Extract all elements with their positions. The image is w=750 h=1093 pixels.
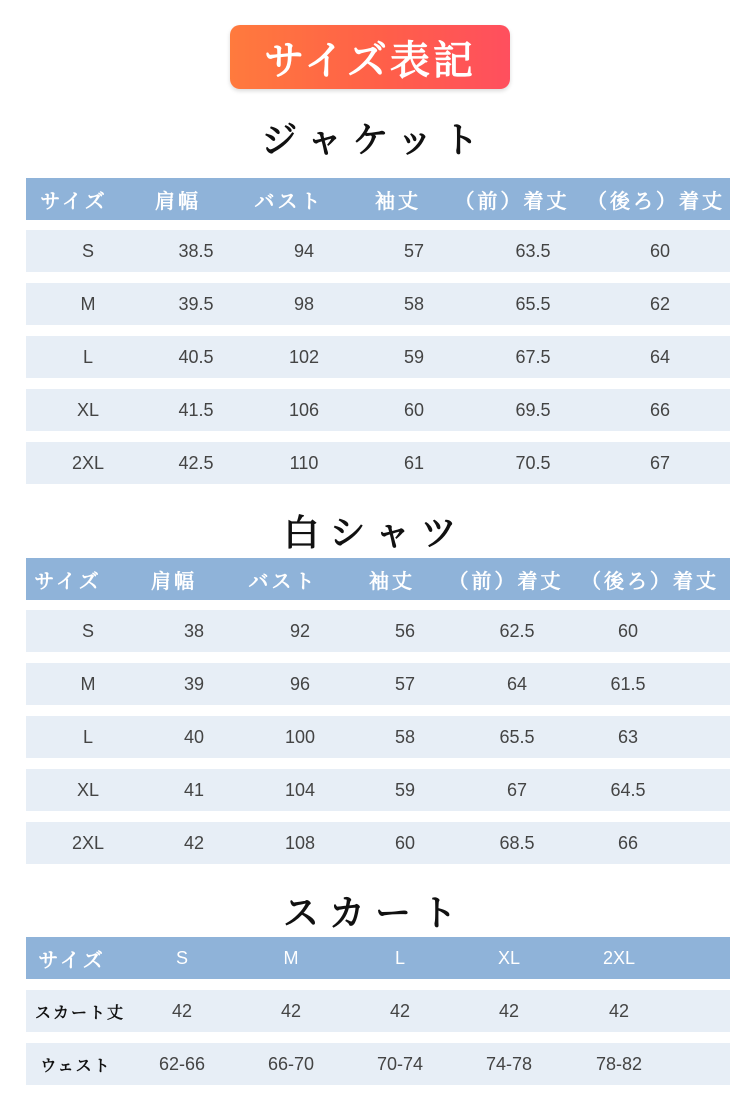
size-cell: XL — [76, 399, 100, 420]
size-cell: M — [80, 293, 96, 314]
table-row — [26, 822, 730, 864]
shoulder-cell: 41 — [183, 779, 205, 800]
size-cell: S — [81, 620, 95, 641]
bust-cell: 104 — [284, 779, 316, 800]
back-length-cell: 60 — [649, 240, 671, 261]
size-cell: 2XL — [71, 452, 105, 473]
shirt-header-row — [26, 558, 730, 600]
header-shoulder: 肩幅 — [151, 568, 197, 593]
front-length-cell: 65.5 — [515, 293, 551, 314]
back-length-cell: 62 — [649, 293, 671, 314]
shoulder-cell: 39.5 — [178, 293, 214, 314]
shoulder-cell: 38.5 — [178, 240, 214, 261]
sleeve-cell: 61 — [403, 452, 425, 473]
table-row — [26, 663, 730, 705]
header-bust: バスト — [254, 188, 324, 213]
sleeve-cell: 56 — [394, 620, 416, 641]
waist-m: 66-70 — [267, 1053, 315, 1074]
bust-cell: 100 — [284, 726, 316, 747]
table-row — [26, 389, 730, 431]
back-length-cell: 67 — [649, 452, 671, 473]
front-length-cell: 65.5 — [499, 726, 535, 747]
shoulder-cell: 42.5 — [178, 452, 214, 473]
size-chart-banner: サイズ表記 — [230, 25, 510, 89]
bust-cell: 106 — [288, 399, 320, 420]
table-row — [26, 769, 730, 811]
back-length-cell: 64 — [649, 346, 671, 367]
header-size: サイズ — [40, 188, 108, 213]
table-row — [26, 336, 730, 378]
front-length-cell: 70.5 — [515, 452, 551, 473]
front-length-cell: 63.5 — [515, 240, 551, 261]
shoulder-cell: 42 — [183, 832, 205, 853]
shoulder-cell: 40 — [183, 726, 205, 747]
sleeve-cell: 60 — [403, 399, 425, 420]
header-size-xl: XL — [497, 947, 521, 968]
shoulder-cell: 39 — [183, 673, 205, 694]
header-sleeve: 袖丈 — [369, 568, 415, 593]
skirt-header-row — [26, 937, 730, 979]
sleeve-cell: 57 — [403, 240, 425, 261]
size-cell: L — [82, 346, 94, 367]
sleeve-cell: 60 — [394, 832, 416, 853]
jacket-title: ジャケット — [261, 120, 489, 161]
back-length-cell: 60 — [617, 620, 639, 641]
size-cell: XL — [76, 779, 100, 800]
table-row — [26, 442, 730, 484]
header-size-2xl: 2XL — [602, 947, 636, 968]
bust-cell: 108 — [284, 832, 316, 853]
skirt-length-xl: 42 — [498, 1000, 520, 1021]
bust-cell: 110 — [289, 452, 319, 473]
table-row — [26, 230, 730, 272]
sleeve-cell: 59 — [403, 346, 425, 367]
table-row — [26, 1043, 730, 1085]
shoulder-cell: 41.5 — [178, 399, 214, 420]
sleeve-cell: 58 — [394, 726, 416, 747]
bust-cell: 94 — [293, 240, 315, 261]
skirt-length-l: 42 — [389, 1000, 411, 1021]
header-bust: バスト — [248, 568, 318, 593]
size-cell: 2XL — [71, 832, 105, 853]
table-row — [26, 610, 730, 652]
skirt-length-label: スカート丈 — [34, 1002, 126, 1022]
skirt-length-s: 42 — [171, 1000, 193, 1021]
shoulder-cell: 40.5 — [178, 346, 214, 367]
back-length-cell: 64.5 — [610, 779, 646, 800]
header-back-length: （後ろ）着丈 — [581, 568, 719, 593]
header-size: サイズ — [34, 568, 102, 593]
front-length-cell: 64 — [506, 673, 528, 694]
waist-xl: 74-78 — [485, 1053, 533, 1074]
waist-label: ウェスト — [40, 1055, 112, 1075]
bust-cell: 96 — [289, 673, 311, 694]
header-size-s: S — [175, 947, 189, 968]
header-size: サイズ — [38, 947, 106, 972]
sleeve-cell: 59 — [394, 779, 416, 800]
table-row — [26, 283, 730, 325]
header-size-l: L — [394, 947, 406, 968]
table-row — [26, 990, 730, 1032]
header-shoulder: 肩幅 — [155, 188, 201, 213]
sleeve-cell: 58 — [403, 293, 425, 314]
shoulder-cell: 38 — [183, 620, 205, 641]
header-front-length: （前）着丈 — [454, 188, 570, 213]
bust-cell: 92 — [289, 620, 311, 641]
back-length-cell: 66 — [617, 832, 639, 853]
front-length-cell: 68.5 — [499, 832, 535, 853]
skirt-title: スカート — [282, 893, 467, 934]
header-size-m: M — [283, 947, 299, 968]
skirt-length-2xl: 42 — [608, 1000, 630, 1021]
size-cell: M — [80, 673, 96, 694]
size-cell: S — [81, 240, 95, 261]
header-sleeve: 袖丈 — [375, 188, 421, 213]
sleeve-cell: 57 — [394, 673, 416, 694]
back-length-cell: 61.5 — [610, 673, 646, 694]
skirt-length-m: 42 — [280, 1000, 302, 1021]
table-row — [26, 716, 730, 758]
waist-l: 70-74 — [376, 1053, 424, 1074]
waist-s: 62-66 — [158, 1053, 206, 1074]
shirt-title: 白シャツ — [283, 513, 467, 554]
front-length-cell: 67.5 — [515, 346, 551, 367]
header-back-length: （後ろ）着丈 — [587, 188, 725, 213]
size-cell: L — [82, 726, 94, 747]
jacket-header-row — [26, 178, 730, 220]
bust-cell: 98 — [293, 293, 315, 314]
back-length-cell: 66 — [649, 399, 671, 420]
waist-2xl: 78-82 — [595, 1053, 643, 1074]
front-length-cell: 69.5 — [515, 399, 551, 420]
front-length-cell: 67 — [506, 779, 528, 800]
back-length-cell: 63 — [617, 726, 639, 747]
header-front-length: （前）着丈 — [448, 568, 564, 593]
bust-cell: 102 — [288, 346, 320, 367]
front-length-cell: 62.5 — [499, 620, 535, 641]
